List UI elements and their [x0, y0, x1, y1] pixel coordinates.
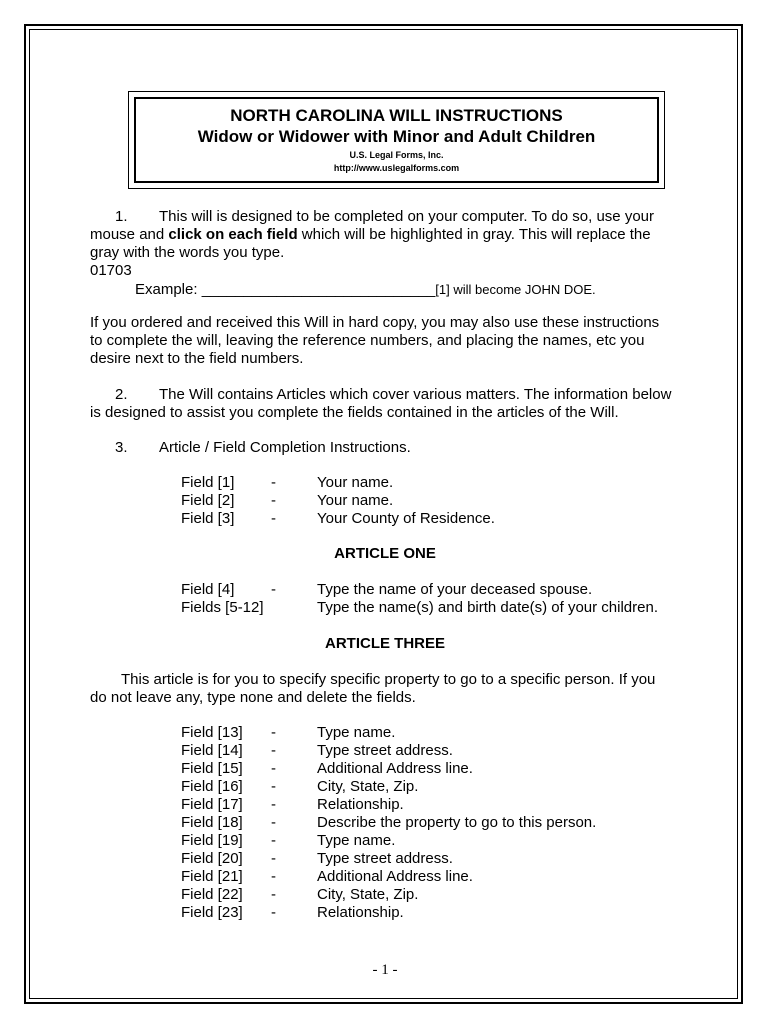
field-label: Field [23]: [181, 904, 243, 921]
field-label: Field [14]: [181, 742, 243, 759]
field-dash: -: [271, 742, 276, 759]
section1-line3: gray with the words you type.: [90, 244, 285, 261]
field-label: Field [18]: [181, 814, 243, 831]
field-description: City, State, Zip.: [317, 886, 419, 903]
field-label: Field [21]: [181, 868, 243, 885]
field-dash: -: [271, 904, 276, 921]
section1-line2: mouse and click on each field which will be highlighted in gray. This will replace the: [90, 226, 651, 243]
hardcopy-line2: to complete the will, leaving the reference numbers, and placing the names, etc you: [90, 332, 645, 349]
field-dash: -: [271, 868, 276, 885]
section3-number: 3.: [115, 439, 128, 456]
field-description: Your name.: [317, 492, 394, 509]
page-number: - 1 -: [372, 962, 398, 978]
field-dash: -: [271, 474, 276, 491]
section3-text: Article / Field Completion Instructions.: [159, 439, 411, 456]
field-description: Relationship.: [317, 796, 404, 813]
section1-number: 1.: [115, 208, 128, 225]
field-description: Additional Address line.: [317, 868, 473, 885]
field-description: Type name.: [317, 724, 396, 741]
article-three-heading: ARTICLE THREE: [325, 635, 445, 652]
field-description: Type street address.: [317, 742, 453, 759]
section1-line1: This will is designed to be completed on your computer. To do so, use your: [159, 208, 654, 225]
section2-number: 2.: [115, 386, 128, 403]
field-label: Field [1]: [181, 474, 235, 491]
field-dash: -: [271, 760, 276, 777]
article-one-heading: ARTICLE ONE: [334, 545, 436, 562]
field-description: Describe the property to go to this person.: [317, 814, 597, 831]
field-description: Type street address.: [317, 850, 453, 867]
company-url[interactable]: http://www.uslegalforms.com: [333, 163, 460, 173]
field-dash: -: [271, 778, 276, 795]
field-description: Your County of Residence.: [317, 510, 495, 527]
field-dash: -: [271, 850, 276, 867]
field-label: Field [15]: [181, 760, 243, 777]
field-label: Field [16]: [181, 778, 243, 795]
field-description: Additional Address line.: [317, 760, 473, 777]
company-name: U.S. Legal Forms, Inc.: [349, 150, 444, 160]
field-description: City, State, Zip.: [317, 778, 419, 795]
article-three-intro-line1: This article is for you to specify specific property to go to a specific person. If you: [121, 671, 656, 688]
field-label: Field [17]: [181, 796, 243, 813]
field-dash: -: [271, 814, 276, 831]
field-label: Field [2]: [181, 492, 235, 509]
field-dash: -: [271, 581, 276, 598]
field-label: Field [22]: [181, 886, 243, 903]
example-line: Example: ____________________________[1] will become JOHN DOE.: [135, 281, 596, 298]
field-dash: -: [271, 492, 276, 509]
field-description: Type the name(s) and birth date(s) of your children.: [317, 599, 659, 616]
field-label: Field [4]: [181, 581, 235, 598]
section2-line2: is designed to assist you complete the fields contained in the articles of the Will.: [90, 404, 619, 421]
field-label: Field [3]: [181, 510, 235, 527]
field-dash: -: [271, 510, 276, 527]
field-description: Your name.: [317, 474, 394, 491]
field-label: Field [20]: [181, 850, 243, 867]
field-description: Type name.: [317, 832, 396, 849]
example-blank-field[interactable]: ____________________________: [201, 281, 436, 298]
section2-line1: The Will contains Articles which cover various matters. The information below: [159, 386, 672, 403]
document-subtitle: Widow or Widower with Minor and Adult Children: [197, 127, 596, 146]
field-label: Field [13]: [181, 724, 243, 741]
field-dash: -: [271, 724, 276, 741]
click-instruction: click on each field: [168, 226, 298, 243]
field-description: Type the name of your deceased spouse.: [317, 581, 593, 598]
title-box: [134, 97, 659, 183]
field-dash: -: [271, 796, 276, 813]
field-dash: -: [271, 886, 276, 903]
field-dash: -: [271, 832, 276, 849]
hardcopy-line3: desire next to the field numbers.: [90, 350, 304, 367]
document-title: NORTH CAROLINA WILL INSTRUCTIONS: [230, 106, 563, 125]
field-label: Field [19]: [181, 832, 243, 849]
field-label: Fields [5-12]: [181, 599, 264, 616]
field-description: Relationship.: [317, 904, 404, 921]
hardcopy-line1: If you ordered and received this Will in hard copy, you may also use these instructions: [90, 314, 660, 331]
form-code: 01703: [90, 262, 132, 279]
article-three-intro-line2: do not leave any, type none and delete the fields.: [90, 689, 416, 706]
